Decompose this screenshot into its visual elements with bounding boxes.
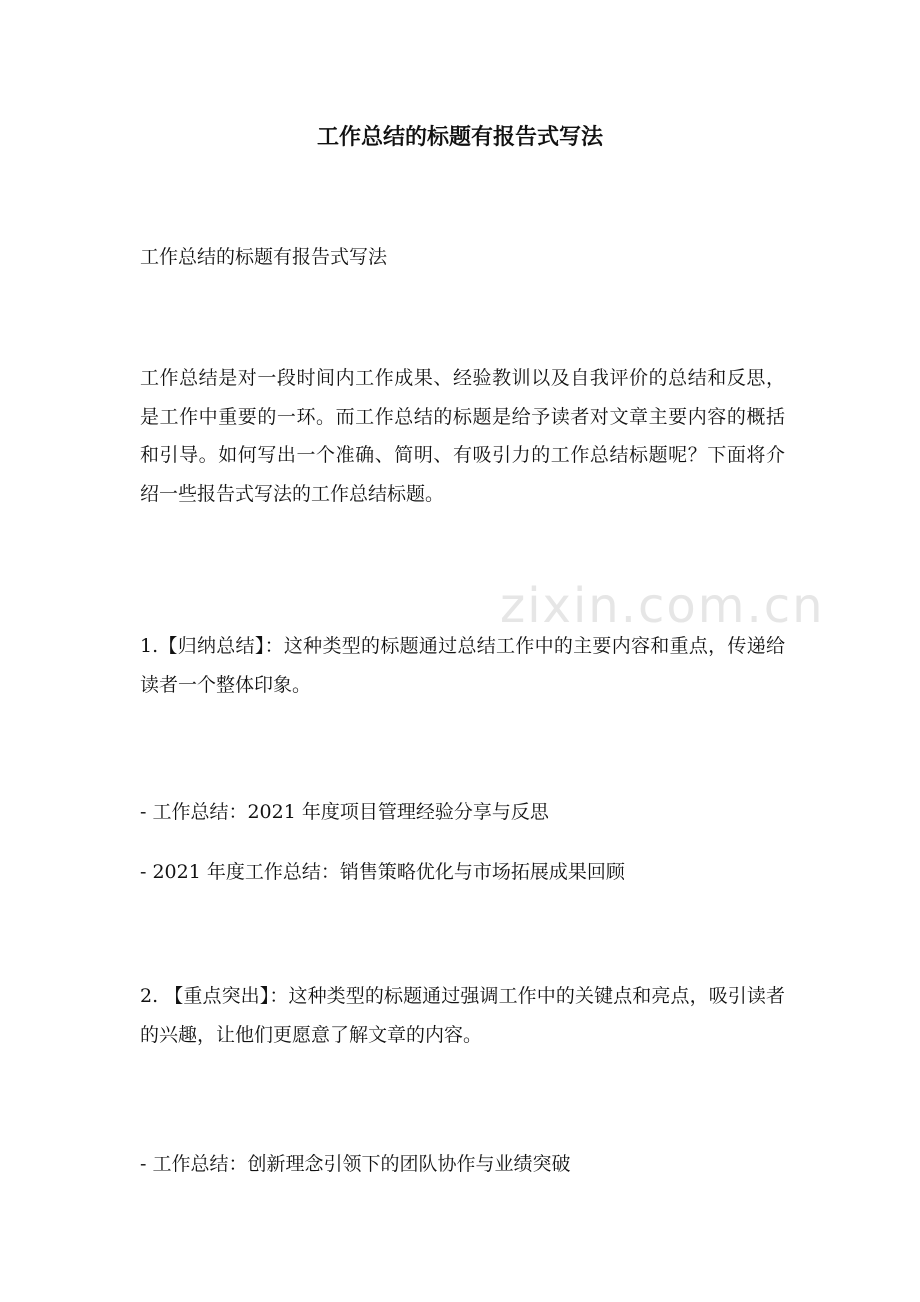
intro-paragraph: 工作总结是对一段时间内工作成果、经验教训以及自我评价的总结和反思，是工作中重要的一环。而工作总结的标题是给予读者对文章主要内容的概括和引导。如何写出一个准确、简明、有吸引力的工作总结标题呢？下面将介绍一些报告式写法的工作总结标题。 bbox=[140, 367, 785, 505]
document-title: 工作总结的标题有报告式写法 bbox=[316, 124, 603, 150]
document-subtitle: 工作总结的标题有报告式写法 bbox=[140, 246, 388, 268]
section1-example-2: - 2021 年度工作总结：销售策略优化与市场拓展成果回顾 bbox=[140, 861, 625, 883]
section1-example-1: - 工作总结：2021 年度项目管理经验分享与反思 bbox=[140, 801, 549, 823]
section2-example-1: - 工作总结：创新理念引领下的团队协作与业绩突破 bbox=[140, 1153, 571, 1175]
section2-paragraph: 2. 【重点突出】：这种类型的标题通过强调工作中的关键点和亮点，吸引读者的兴趣，让他们更愿意了解文章的内容。 bbox=[140, 985, 785, 1046]
watermark: zixin.com.cn bbox=[500, 578, 825, 634]
section1-paragraph: 1.【归纳总结】：这种类型的标题通过总结工作中的主要内容和重点，传递给读者一个整体印象。 bbox=[140, 635, 785, 696]
